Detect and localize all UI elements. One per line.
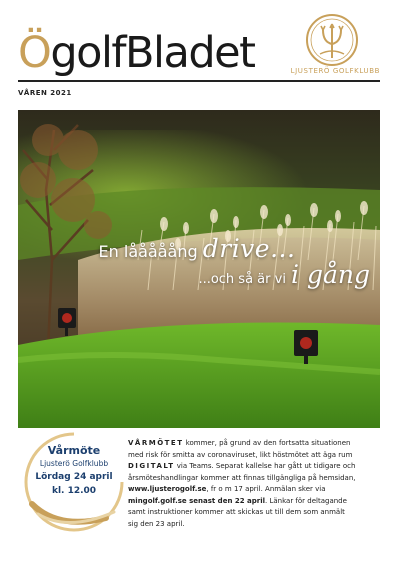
badge-date: Lördag 24 april [35, 472, 113, 482]
registration-link[interactable]: mingolf.golf.se senast den 22 april [128, 496, 266, 505]
club-name: LJUSTERÖ GOLFKLUBB [290, 67, 380, 75]
trident-logo-icon [304, 12, 360, 68]
article-line-4: årsmöteshandlingar kommer att finnas tillgängliga på hemsidan, [128, 473, 356, 482]
cover-headline-line1 [62, 234, 332, 263]
article-body [128, 438, 384, 530]
masthead-title-accent-letter: Ö [18, 28, 51, 78]
article-line-5 [128, 484, 384, 496]
masthead-title-rest: golfBladet [50, 28, 255, 78]
badge-club: Ljusterö Golfklubb [39, 459, 109, 468]
club-logo [304, 12, 360, 68]
badge-title: Vårmöte [47, 444, 101, 457]
article-line-7: samt instruktioner kommer att skickas ut till dem som anmält [128, 508, 345, 516]
cover-headline-script1: drive... [202, 234, 296, 263]
article-line-6 [128, 496, 384, 508]
article-line-1-rest: kommer, på grund av den fortsatta situationen [183, 439, 351, 447]
cover-headline-script2: i gång [291, 260, 370, 289]
article-line-6-rest: . Länkar för deltagande [265, 496, 347, 505]
issue-label: VÅREN 2021 [18, 89, 72, 97]
cover-headline-line2 [150, 260, 370, 289]
cover-headline-text2: ...och så är vi [198, 272, 286, 287]
article-digital-caps: DIGITALT [128, 462, 175, 470]
article-lead-caps: VÅRMÖTET [128, 439, 184, 447]
badge-text [18, 444, 130, 497]
website-link[interactable]: www.ljusterogolf.se [128, 485, 207, 493]
cover-headline-text1: En lååååång [98, 242, 198, 261]
article-line-2: med risk för smitta av coronaviruset, likt höstmötet att äga rum [128, 450, 353, 459]
article-line-8: sig den 23 april. [128, 519, 185, 528]
article-line-1 [128, 438, 384, 450]
masthead-divider [18, 80, 380, 82]
article-line-5-rest: , fr o m 17 april. Anmälan sker via [206, 485, 326, 493]
article-line-3-rest: via Teams. Separat kallelse har gått ut tidigare och [174, 462, 356, 470]
badge-time: kl. 12.00 [51, 486, 97, 496]
masthead-title [18, 28, 254, 78]
article-line-3 [128, 461, 384, 473]
meeting-badge [18, 426, 130, 538]
